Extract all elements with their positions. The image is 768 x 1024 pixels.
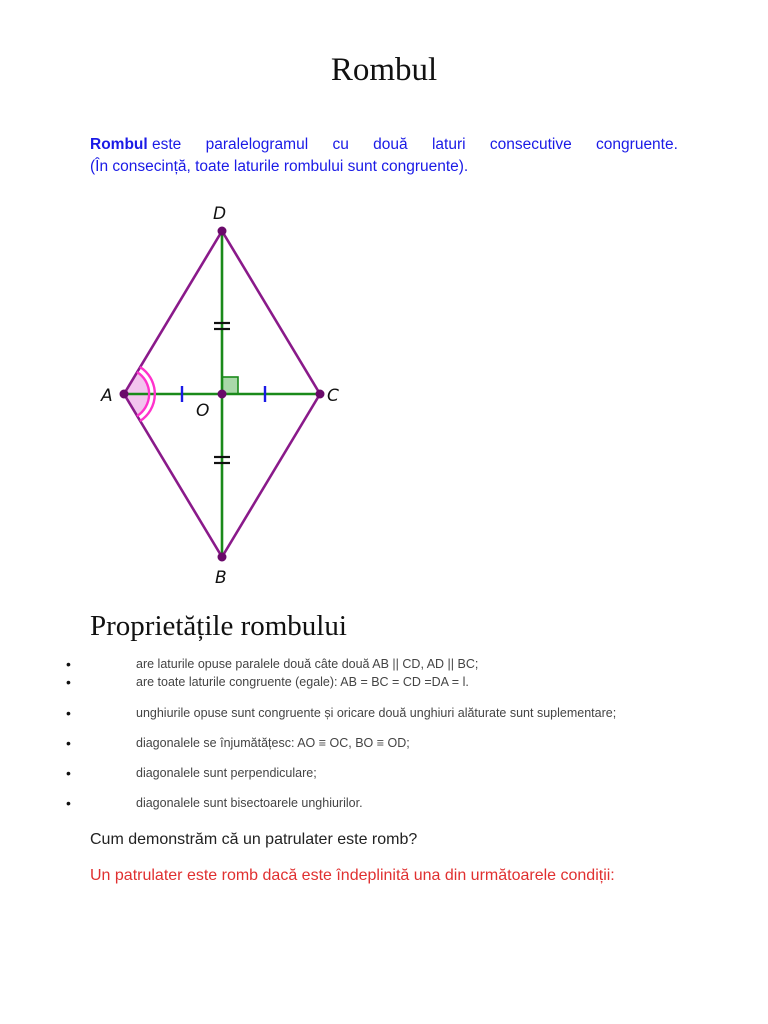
property-text: diagonalele se înjumătățesc: AO ≡ OC, BO ≡ OD;	[136, 736, 410, 750]
side-dc	[222, 231, 320, 394]
label-d: D	[213, 204, 227, 224]
label-b: B	[215, 568, 227, 588]
side-ad	[124, 231, 222, 394]
point-o	[218, 390, 226, 398]
bullet: •	[66, 674, 71, 690]
page-title: Rombul	[330, 52, 438, 88]
bullet: •	[66, 705, 71, 721]
property-text: are toate laturile congruente (egale): AB = BC = CD =DA = l.	[136, 675, 469, 689]
bullet: •	[66, 735, 71, 751]
point-c	[316, 390, 324, 398]
property-text: diagonalele sunt bisectoarele unghiurilor.	[136, 796, 363, 810]
definition-word: consecutive	[489, 136, 572, 153]
property-text: unghiurile opuse sunt congruente și oricare două unghiuri alăturate sunt suplementare;	[136, 706, 617, 720]
label-c: C	[327, 386, 339, 406]
bullet: •	[66, 765, 71, 781]
definition-word: laturi	[431, 136, 466, 153]
point-d	[218, 227, 226, 235]
answer-text: Un patrulater este romb dacă este îndeplinită una din următoarele condiții:	[90, 867, 615, 884]
bullet: •	[66, 795, 71, 811]
properties-title: Proprietățile rombului	[90, 610, 347, 642]
definition-word: două	[373, 136, 408, 153]
bullet: •	[66, 656, 71, 672]
definition-word: cu	[332, 136, 349, 153]
point-a	[120, 390, 128, 398]
property-text: diagonalele sunt perpendiculare;	[136, 766, 317, 780]
label-o: O	[196, 401, 210, 421]
definition-term: Rombul	[90, 136, 148, 153]
definition-line-2: (În consecință, toate laturile rombului sunt congruente).	[90, 158, 469, 175]
label-a: A	[101, 386, 113, 406]
side-cb	[222, 394, 320, 557]
question-text: Cum demonstrăm că un patrulater este romb?	[90, 831, 418, 848]
definition-word: paralelogramul	[205, 136, 309, 153]
property-text: are laturile opuse paralele două câte două AB || CD, AD || BC;	[136, 657, 479, 671]
definition-word: este	[152, 136, 182, 153]
definition-word: congruente.	[596, 136, 678, 153]
point-b	[218, 553, 226, 561]
